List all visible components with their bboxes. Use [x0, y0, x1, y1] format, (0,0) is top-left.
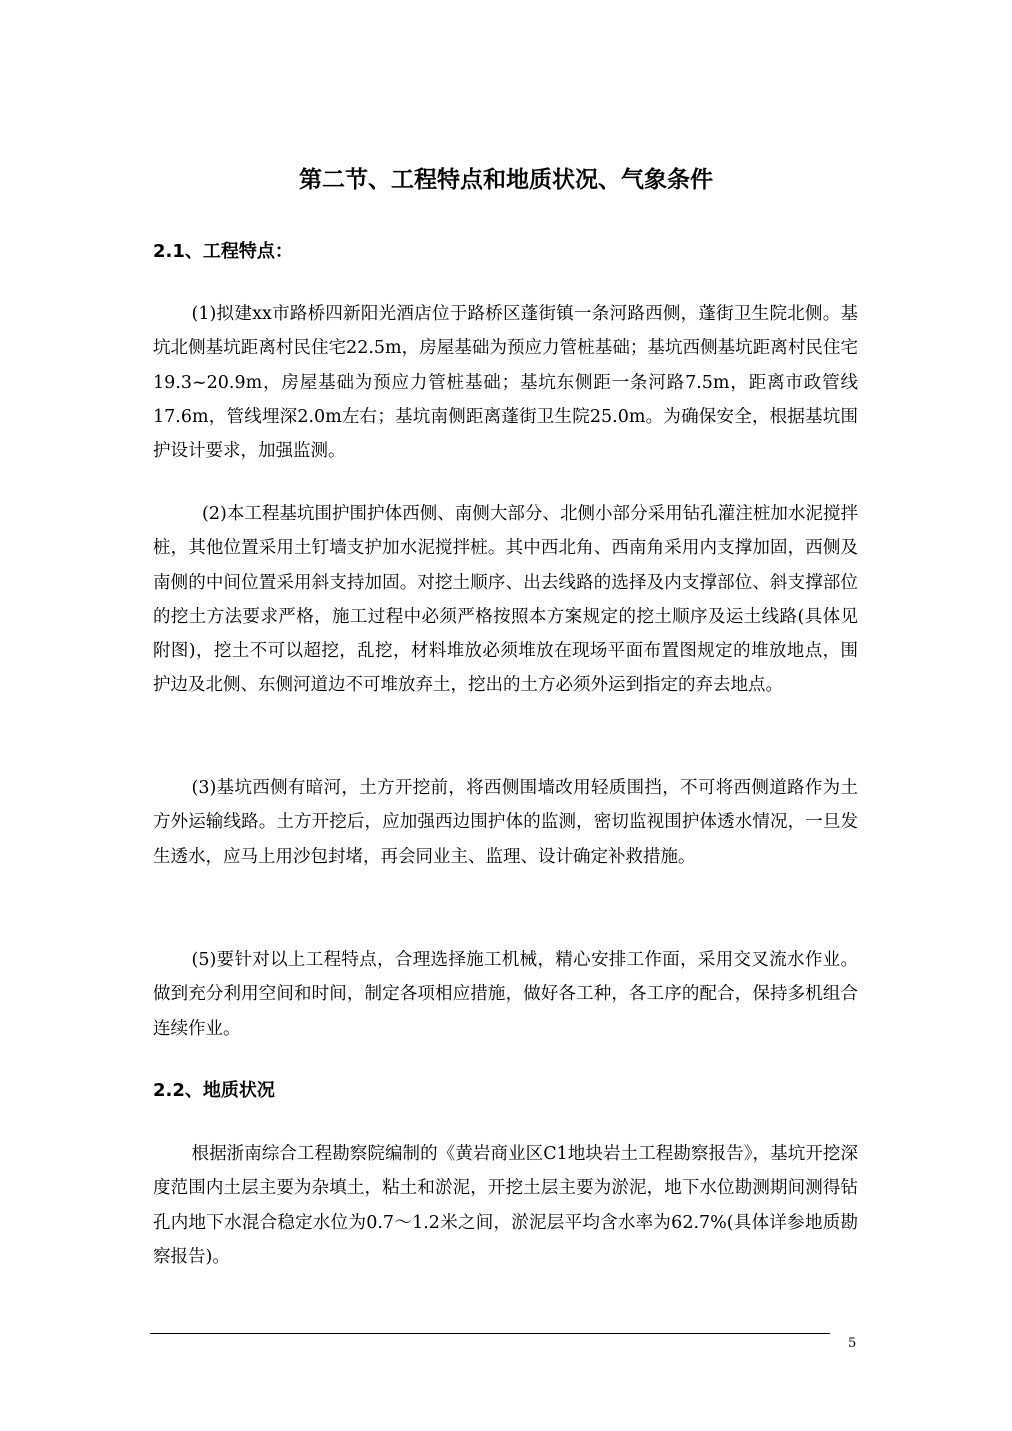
paragraph-item-5: (5)要针对以上工程特点，合理选择施工机械，精心安排工作面，采用交叉流水作业。做到充分利用空间和时间，制定各项相应措施，做好各工种，各工序的配合，保持多机组合连续作业。 — [153, 950, 858, 1039]
heading-geology: 2.2、地质状况 — [153, 1080, 275, 1101]
footer-divider — [150, 1333, 830, 1334]
paragraph-geology: 根据浙南综合工程勘察院编制的《黄岩商业区C1地块岩土工程勘察报告》，基坑开挖深度范围内土层主要为杂填土，粘土和淤泥，开挖土层主要为淤泥，地下水位勘测期间测得钻孔内地下水混合稳定水位为0.7～1.2米之间，淤泥层平均含水率为62.7%(具体详参地质勘察报告)。 — [153, 1144, 858, 1267]
section-title: 第二节、工程特点和地质状况、气象条件 — [299, 167, 713, 193]
page-number: 5 — [848, 1336, 857, 1351]
paragraph-item-1: (1)拟建xx市路桥四新阳光酒店位于路桥区蓬街镇一条河路西侧，蓬街卫生院北侧。基坑北侧基坑距离村民住宅22.5m，房屋基础为预应力管桩基础；基坑西侧基坑距离村民住宅 19.3~20.9m，房屋基础为预应力管桩基础；基坑东侧距一条河路7.5m，距离市政管线17.6m，管线埋深2.0m左右；基坑南侧距离蓬街卫生院25.0m。为确保安全，根据基坑围护设计要求，加强监测。 — [153, 304, 858, 462]
paragraph-item-3: (3)基坑西侧有暗河，土方开挖前，将西侧围墙改用轻质围挡，不可将西侧道路作为土方外运输线路。土方开挖后，应加强西边围护体的监测，密切监视围护体透水情况，一旦发生透水，应马上用沙包封堵，再会同业主、监理、设计确定补救措施。 — [153, 778, 858, 867]
heading-engineering-features: 2.1、工程特点： — [153, 241, 293, 262]
paragraph-item-2: (2)本工程基坑围护围护体西侧、南侧大部分、北侧小部分采用钻孔灌注桩加水泥搅拌桩，其他位置采用土钉墙支护加水泥搅拌桩。其中西北角、西南角采用内支撑加固，西侧及南侧的中间位置采用斜支持加固。对挖土顺序、出去线路的选择及内支撑部位、斜支撑部位的挖土方法要求严格，施工过程中必须严格按照本方案规定的挖土顺序及运土线路(具体见附图)，挖土不可以超挖，乱挖，材料堆放必须堆放在现场平面布置图规定的堆放地点，围护边及北侧、东侧河道边不可堆放弃土，挖出的土方必须外运到指定的弃去地点。 — [153, 504, 858, 696]
